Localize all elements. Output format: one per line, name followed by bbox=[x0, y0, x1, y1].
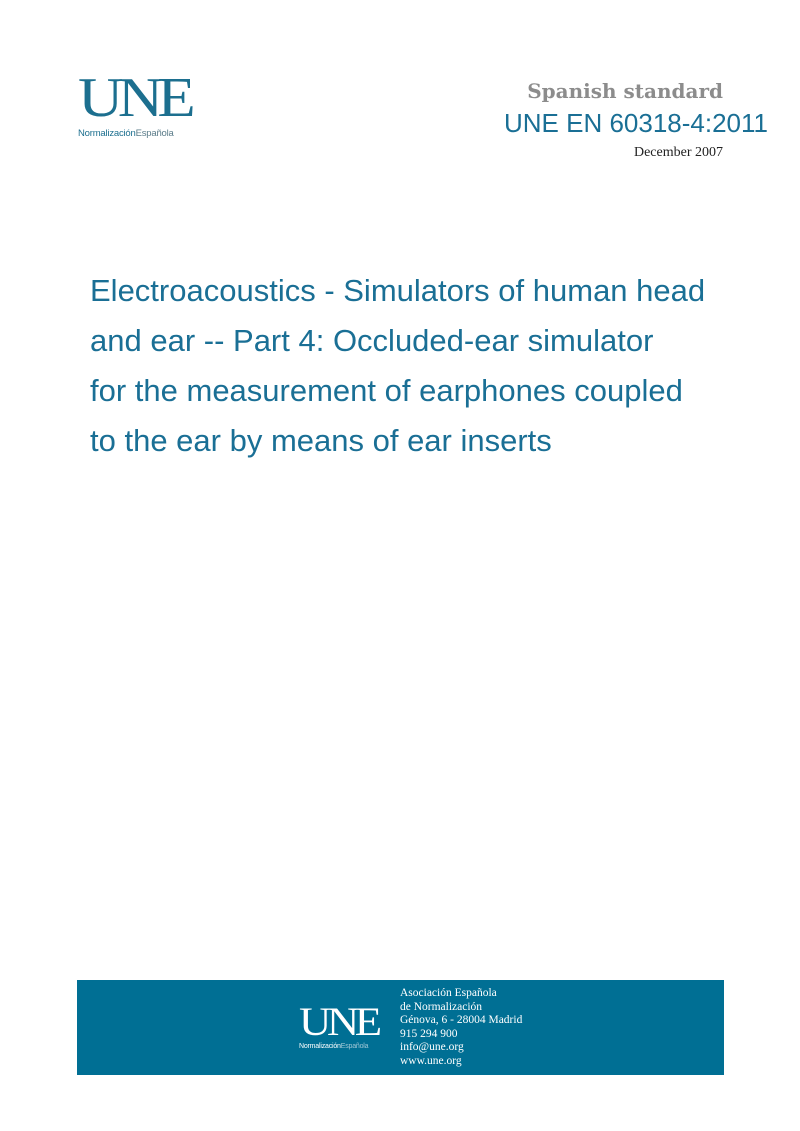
standard-code: UNE EN 60318-4:2011 bbox=[503, 108, 768, 138]
document-title bbox=[90, 266, 770, 466]
standard-label: Spanish standard bbox=[527, 79, 723, 103]
org-name-line: Asociación Española bbox=[400, 987, 497, 999]
footer-logo bbox=[299, 999, 389, 1050]
logo-tagline bbox=[78, 128, 198, 139]
standard-date: December 2007 bbox=[633, 145, 723, 160]
footer-logo-tagline bbox=[299, 1043, 389, 1050]
contact-info bbox=[400, 987, 522, 1069]
phone-line: 915 294 900 bbox=[400, 1027, 458, 1040]
title-line: to the ear by means of ear inserts bbox=[90, 423, 552, 458]
title-line: Electroacoustics - Simulators of human head bbox=[90, 273, 706, 308]
logo-wordmark: UNE bbox=[78, 67, 191, 129]
title-line: and ear -- Part 4: Occluded-ear simulator bbox=[90, 323, 654, 358]
footer-logo-tagline-accent: Española bbox=[340, 1043, 369, 1050]
email-link[interactable]: info@une.org bbox=[400, 1041, 464, 1054]
standard-header bbox=[503, 78, 768, 162]
logo-tagline-accent: Española bbox=[135, 128, 174, 139]
title-line: for the measurement of earphones coupled bbox=[90, 373, 683, 408]
website-link[interactable]: www.une.org bbox=[400, 1054, 462, 1067]
footer-band bbox=[77, 980, 724, 1075]
logo-tagline-main: Normalización bbox=[78, 128, 136, 139]
org-name-line: de Normalización bbox=[400, 1000, 483, 1013]
footer-logo-wordmark: UNE bbox=[299, 999, 378, 1044]
footer-logo-tagline-main: Normalización bbox=[299, 1043, 341, 1050]
une-logo bbox=[78, 67, 198, 139]
address-line: Génova, 6 - 28004 Madrid bbox=[400, 1014, 523, 1027]
